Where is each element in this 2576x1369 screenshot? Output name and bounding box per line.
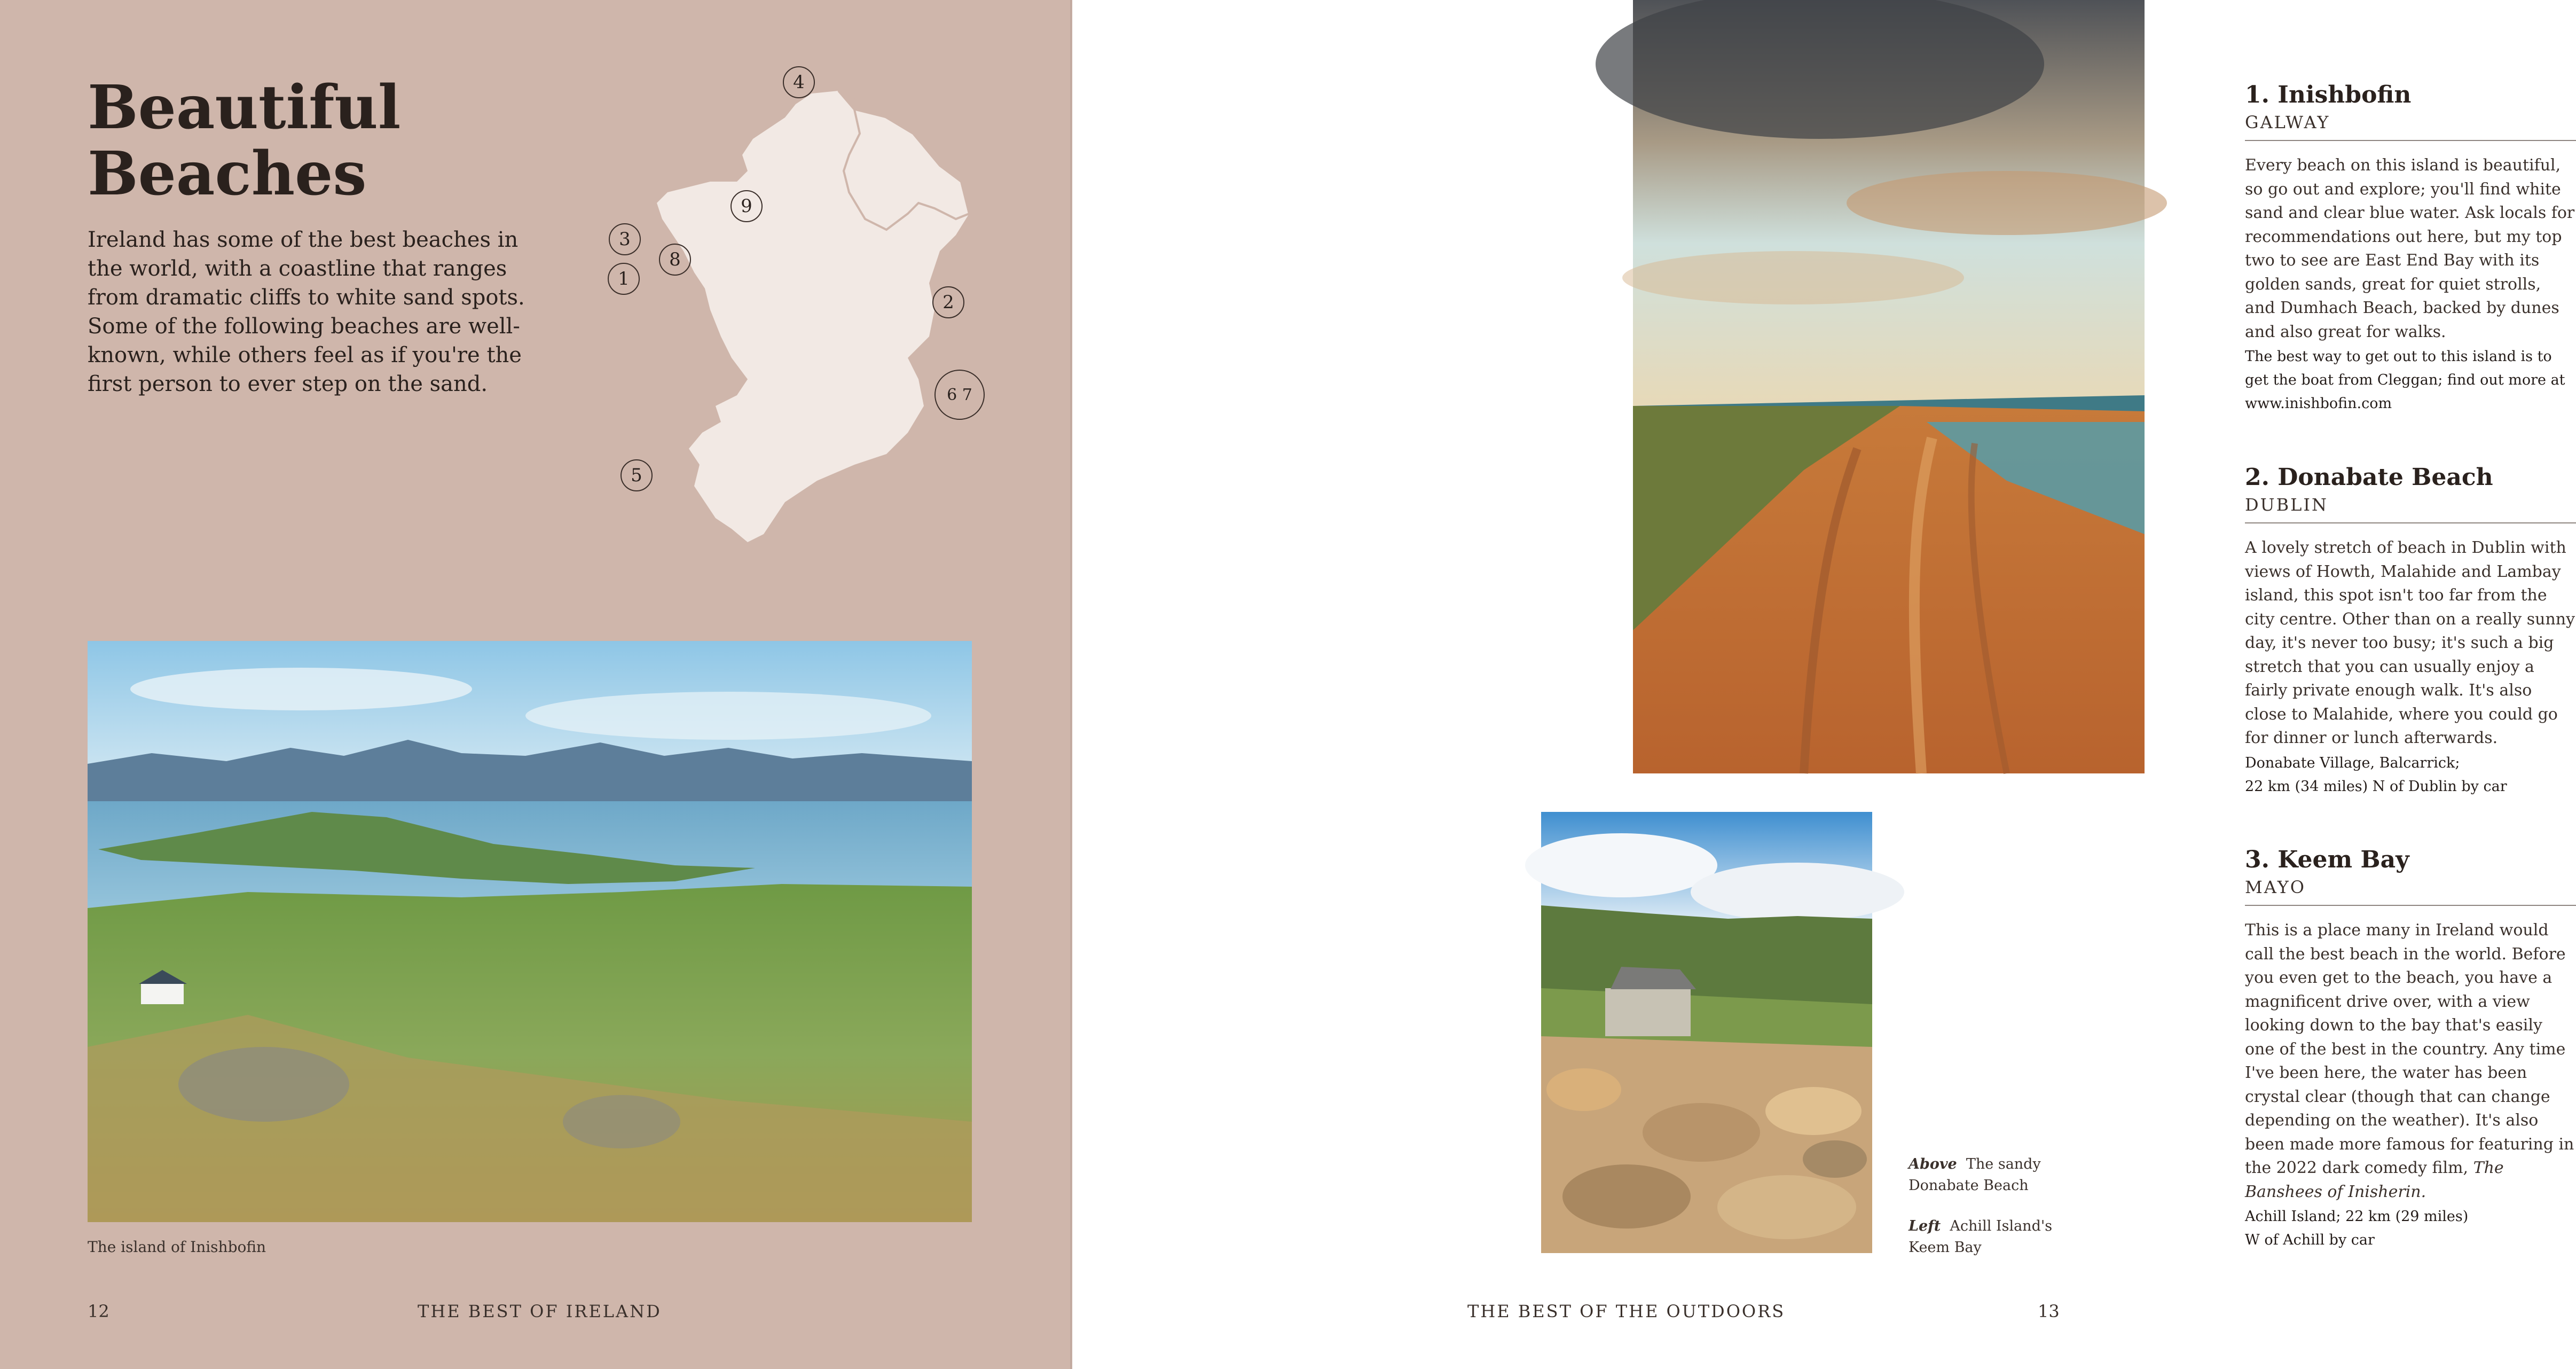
caption-above-text: The sandy Donabate Beach	[1909, 1156, 2041, 1194]
entry-info-line-1: Donabate Village, Balcarrick;	[2245, 754, 2460, 771]
map-marker-6-7: 6 7	[934, 370, 985, 420]
caption-left-label: Left	[1909, 1218, 1941, 1234]
entry-heading: 3. Keem Bay	[2245, 846, 2409, 873]
entry-region: GALWAY	[2245, 112, 2576, 141]
map-marker-2: 2	[932, 286, 964, 318]
caption-left	[1909, 1216, 2085, 1258]
entry-body	[2245, 919, 2576, 1204]
caption-above-label: Above	[1909, 1156, 1957, 1172]
entry-region: MAYO	[2245, 877, 2576, 906]
entry-body: A lovely stretch of beach in Dublin with views of Howth, Malahide and Lambay island, this spot isn't too far from the city centre. Other than on a really sunny day, it's never too busy; it's such a big stretch that you can usually enjoy a fairly private enough walk. It's also close to Malahide, where you could go for dinner or lunch afterwards.	[2245, 538, 2575, 747]
title-line-1: Beautiful	[88, 73, 401, 143]
map-marker-9: 9	[731, 190, 763, 222]
map-marker-5: 5	[621, 459, 653, 491]
caption-left-text: Achill Island's Keem Bay	[1909, 1218, 2053, 1256]
inishbofin-caption: The island of Inishbofin	[88, 1238, 266, 1256]
entry-info-line-2: 22 km (34 miles) N of Dublin by car	[2245, 778, 2507, 795]
entry-body-text: This is a place many in Ireland would call the best beach in the world. Before you even get to the beach, you have a magnificent drive over, with a view looking down to the bay that's easily one of the best in the country. Any time I've been here, the water has been crystal clear (though that can change depending on the weather). It's also been made more famous for featuring in the 2022 dark comedy film,	[2245, 921, 2574, 1177]
ireland-map	[587, 59, 1004, 556]
map-marker-8: 8	[659, 244, 691, 276]
intro-paragraph: Ireland has some of the best beaches in the world, with a coastline that ranges from dramatic cliffs to white sand spots. Some of the following beaches are well-known, while others feel as if you're the first person to ever step on the sand.	[88, 228, 525, 396]
entry-info-line-2: W of Achill by car	[2245, 1232, 2375, 1248]
entry-info	[2245, 752, 2576, 799]
page-number-right: 13	[2038, 1301, 2060, 1321]
entry-info: The best way to get out to this island is to get the boat from Cleggan; find out more at www.inishbofin.com	[2245, 348, 2565, 412]
right-page	[1072, 0, 2575, 1369]
caption-above	[1909, 1154, 2085, 1196]
map-marker-1: 1	[608, 263, 640, 295]
entry-region: DUBLIN	[2245, 495, 2576, 523]
inishbofin-photo	[88, 641, 972, 1222]
title-line-2: Beaches	[88, 139, 367, 209]
entry-heading: 1. Inishbofin	[2245, 81, 2412, 108]
left-page	[0, 0, 1072, 1369]
entry-donabate	[2245, 463, 2576, 799]
map-marker-3: 3	[609, 223, 641, 255]
running-title-right: THE BEST OF THE OUTDOORS	[1467, 1301, 1786, 1321]
entry-keem-bay	[2245, 845, 2576, 1252]
entry-inishbofin	[2245, 80, 2576, 416]
page-title	[88, 75, 568, 207]
entry-heading: 2. Donabate Beach	[2245, 464, 2493, 491]
entry-body: Every beach on this island is beautiful, so go out and explore; you'll find white sand and clear blue water. Ask locals for recommendations out here, but my top two to see are East End Bay with its golden sands, great for quiet strolls, and Dumhach Beach, backed by dunes and also great for walks.	[2245, 156, 2575, 341]
map-marker-4: 4	[783, 66, 815, 98]
entry-info-line-1: Achill Island; 22 km (29 miles)	[2245, 1208, 2469, 1225]
page-number-left: 12	[88, 1301, 109, 1321]
film-title: The Banshees of Inisherin.	[2245, 1159, 2504, 1201]
keem-bay-photo	[1541, 812, 1872, 1253]
donabate-beach-photo	[1633, 0, 2145, 773]
entry-info	[2245, 1205, 2576, 1252]
running-title-left: THE BEST OF IRELAND	[418, 1301, 662, 1321]
